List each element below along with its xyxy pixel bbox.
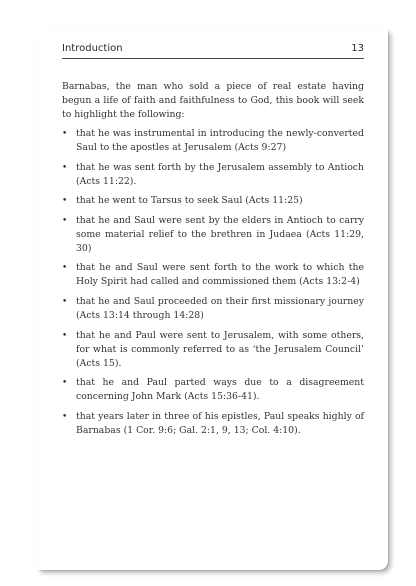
list-item-text: that he and Paul parted ways due to a disagreement concerning John Mark (Acts 15:36-41).: [76, 377, 364, 403]
list-item-text: that he and Paul were sent to Jerusalem, with some others, for what is commonly referred to as ‘the Jerusalem Council’ (Acts 15).: [76, 329, 364, 369]
list-item-text: that he was instrumental in introducing the newly-converted Saul to the apostles at Jerusalem (Acts 9:27): [76, 128, 364, 153]
body-text: [62, 80, 364, 443]
intro-paragraph: Barnabas, the man who sold a piece of real estate having begun a life of faith and faithfulness to God, this book will seek to highlight the following:: [62, 81, 364, 120]
bullet-icon: •: [62, 129, 68, 139]
list-item: [62, 295, 364, 323]
book-page: [38, 30, 388, 570]
list-item-text: that he and Saul were sent forth to the work to which the Holy Spirit had called and commissioned them (Acts 13:2-4): [76, 262, 364, 288]
list-item: [62, 329, 364, 371]
running-header: [62, 42, 364, 59]
bullet-icon: •: [62, 378, 68, 389]
bullet-icon: •: [62, 411, 68, 422]
list-item-text: that he went to Tarsus to seek Saul (Acts 11:25): [76, 195, 303, 207]
list-item: [62, 410, 364, 438]
list-item: [62, 194, 364, 208]
list-item-text: that he and Saul were sent by the elders in Antioch to carry some material relief to the brethren in Judaea (Acts 11:29, 30): [76, 214, 364, 254]
page-number: 13: [351, 43, 364, 54]
bullet-icon: •: [62, 162, 68, 173]
list-item: [62, 161, 364, 189]
bullet-icon: •: [62, 330, 68, 341]
chapter-title: Introduction: [62, 43, 123, 54]
list-item-text: that years later in three of his epistles, Paul speaks highly of Barnabas (1 Cor. 9:6; Gal. 2:1, 9, 13; Col. 4:10).: [76, 410, 364, 436]
bullet-icon: •: [62, 215, 68, 226]
bullet-list: [62, 127, 364, 438]
bullet-icon: •: [62, 196, 68, 207]
list-item: [62, 376, 364, 404]
list-item: [62, 261, 364, 289]
list-item-text: that he and Saul proceeded on their first missionary journey (Acts 13:14 through 14:28): [76, 295, 364, 321]
list-item: [62, 214, 364, 256]
list-item-text: that he was sent forth by the Jerusalem assembly to Antioch (Acts 11:22).: [76, 161, 364, 187]
bullet-icon: •: [62, 263, 68, 274]
bullet-icon: •: [62, 296, 68, 307]
list-item: [62, 127, 364, 155]
